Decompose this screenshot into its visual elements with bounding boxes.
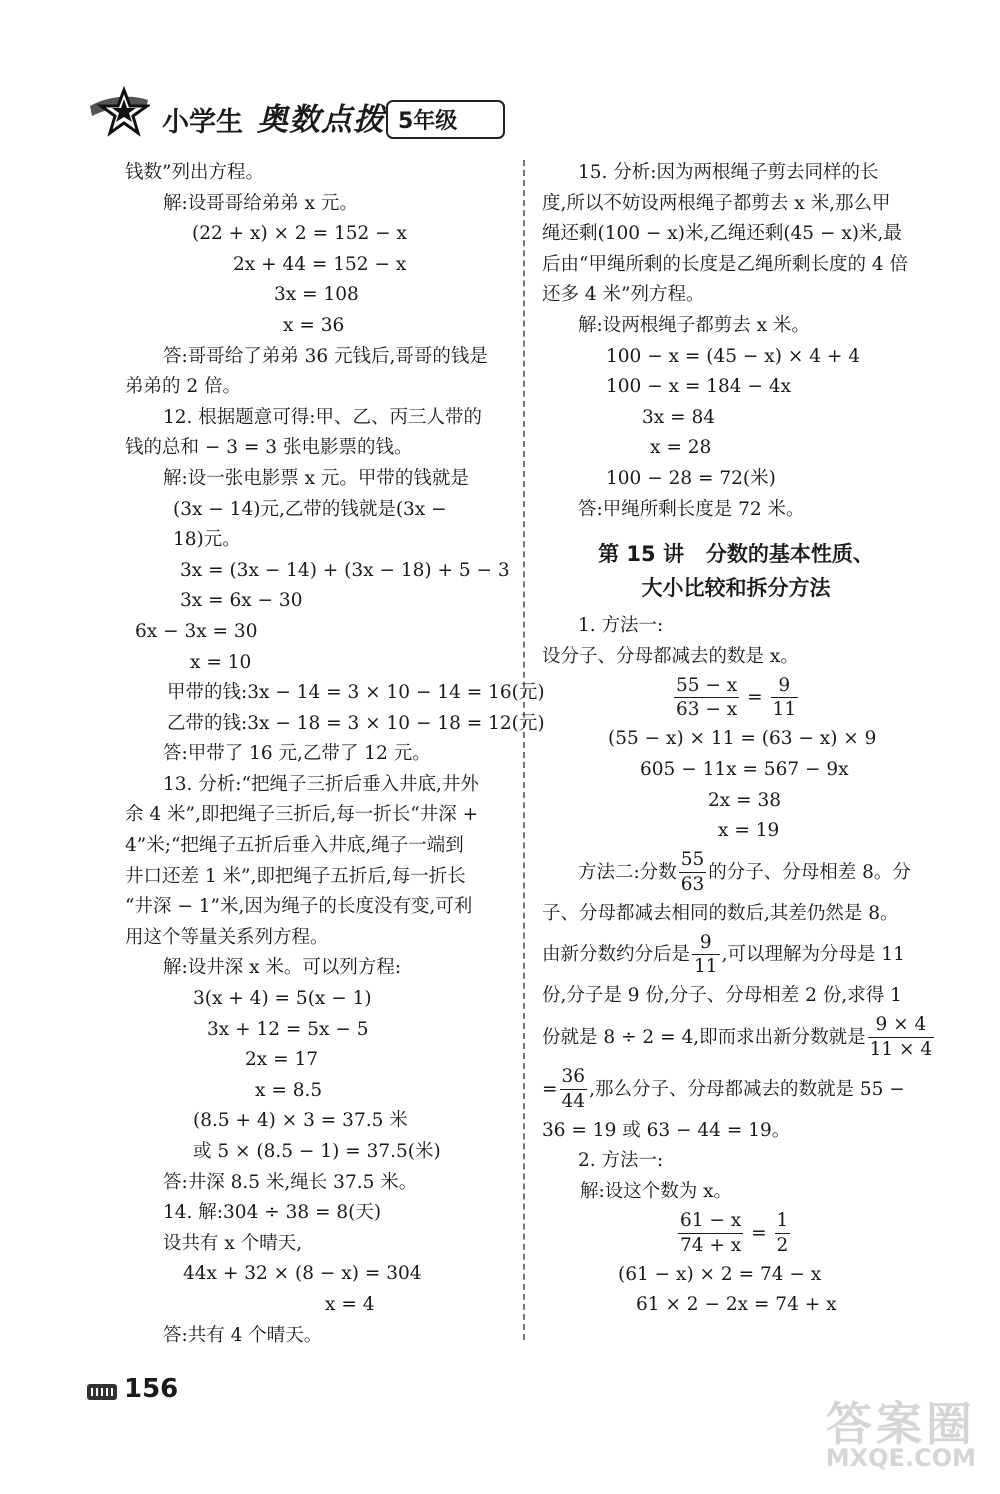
- text-line: 钱的总和 − 3 = 3 张电影票的钱。: [125, 437, 413, 459]
- text-line: 15. 分析:因为两根绳子剪去同样的长: [578, 162, 879, 183]
- fraction: $\frac{9}{11}$: [694, 931, 718, 978]
- fraction-equation: $\frac{61 - x}{74 + x}$ = $\frac{1}{2}$: [680, 1210, 789, 1256]
- equation-line: 3x = 6x − 30: [180, 590, 303, 612]
- equation-line: 100 − x = (45 − x) × 4 + 4: [606, 345, 861, 367]
- equation-line: (55 − x) × 11 = (63 − x) × 9: [608, 728, 877, 750]
- answer-line: 答:井深 8.5 米,绳长 37.5 米。: [163, 1171, 418, 1193]
- right-column: [542, 158, 933, 1321]
- text-line: 解:设两根绳子都剪去 x 米。: [578, 314, 810, 336]
- section-heading: 大小比较和拆分方法: [641, 576, 831, 601]
- fraction: $\frac{55 - x}{63 - x}$: [676, 674, 738, 721]
- star-logo-icon: [88, 86, 150, 142]
- fraction: $\frac{61 - x}{74 + x}$: [680, 1210, 742, 1256]
- equation-line: 3(x + 4) = 5(x − 1): [193, 988, 372, 1010]
- watermark: [756, 1388, 976, 1478]
- text-line: 井口还差 1 米”,即把绳子五折后,每一折长: [125, 865, 466, 887]
- book-icon: [86, 1383, 118, 1401]
- equation-line: 或 5 × (8.5 − 1) = 37.5(米): [193, 1141, 441, 1162]
- text-line: 份,分子是 9 份,分子、分母相差 2 份,求得 1: [542, 985, 902, 1007]
- equation-line: x = 4: [325, 1293, 375, 1315]
- brand-prefix: 小学生: [162, 107, 243, 138]
- text-line: 用这个等量关系列方程。: [125, 926, 329, 948]
- equation-line: x = 8.5: [255, 1079, 323, 1101]
- equation-line: 2x + 44 = 152 − x: [233, 253, 407, 275]
- text-line: 36 = 19 或 63 − 44 = 19。: [542, 1119, 791, 1141]
- section-heading: 第 15 讲 分数的基本性质、: [598, 542, 874, 567]
- equation-line: 3x = 84: [642, 406, 716, 428]
- equation-line: x = 10: [190, 651, 252, 673]
- equation-line: 3x = (3x − 14) + (3x − 18) + 5 − 3: [180, 559, 510, 581]
- equation-line: 605 − 11x = 567 − 9x: [640, 758, 849, 780]
- text-line: 12. 根据题意可得:甲、乙、丙三人带的: [163, 406, 483, 428]
- answer-line: 答:共有 4 个晴天。: [163, 1324, 323, 1346]
- text-line: (3x − 14)元,乙带的钱就是(3x −: [173, 498, 447, 520]
- book-header: [80, 80, 500, 140]
- grade-badge: 5年级: [386, 100, 505, 139]
- equation-line: x = 28: [650, 437, 712, 459]
- text-line: 余 4 米”,即把绳子三折后,每一折长“井深 +: [125, 804, 479, 826]
- text-line: 份就是 8 ÷ 2 = 4,即而求出新分数就是 $\frac{9 \times 4}{11 \times 4}$: [542, 1014, 933, 1060]
- answer-line: 答:甲绳所剩长度是 72 米。: [578, 498, 805, 520]
- answer-line: 弟弟的 2 倍。: [125, 376, 242, 398]
- text-line: 子、分母都减去相同的数后,其差仍然是 8。: [542, 902, 899, 924]
- text-line: 解:设一张电影票 x 元。甲带的钱就是: [163, 467, 469, 489]
- text-line: 钱数”列出方程。: [125, 162, 264, 183]
- text-line: 度,所以不妨设两根绳子都剪去 x 米,那么甲: [542, 192, 891, 214]
- equation-line: 61 × 2 − 2x = 74 + x: [636, 1294, 837, 1316]
- left-column: [125, 158, 545, 1351]
- text-line: 13. 分析:“把绳子三折后垂入井底,井外: [163, 773, 479, 795]
- fraction: $\frac{1}{2}$: [776, 1210, 789, 1256]
- text-line: 1. 方法一:: [578, 615, 664, 637]
- page-number: 156: [124, 1374, 179, 1404]
- fraction-equation: $\frac{55 - x}{63 - x}$ = $\frac{9}{11}$: [676, 674, 797, 721]
- text-line: “井深 − 1”米,因为绳子的长度没有变,可利: [125, 896, 473, 918]
- text-line: = $\frac{36}{44}$ ,那么分子、分母都减去的数就是 55 −: [542, 1066, 905, 1112]
- column-divider: [523, 160, 525, 1340]
- equation-line: 6x − 3x = 30: [135, 620, 258, 642]
- equation-line: 甲带的钱:3x − 14 = 3 × 10 − 14 = 16(元): [167, 682, 545, 704]
- equation-line: (22 + x) × 2 = 152 − x: [192, 223, 407, 245]
- answer-line: 答:哥哥给了弟弟 36 元钱后,哥哥的钱是: [163, 345, 488, 367]
- fraction: $\frac{9 \times 4}{11 \times 4}$: [869, 1014, 933, 1060]
- text-line: 解:设这个数为 x。: [580, 1181, 733, 1203]
- text-line: 还多 4 米”列方程。: [542, 284, 705, 306]
- text-line: 4”米;“把绳子五折后垂入井底,绳子一端到: [125, 835, 464, 857]
- text-line: 设共有 x 个晴天,: [163, 1232, 303, 1254]
- equation-line: 3x + 12 = 5x − 5: [207, 1018, 369, 1040]
- equation-line: x = 19: [718, 820, 780, 842]
- watermark-logo: 答案圈: [826, 1397, 976, 1451]
- text-line: 设分子、分母都减去的数是 x。: [542, 645, 799, 667]
- text-line: 由新分数约分后是 $\frac{9}{11}$ ,可以理解为分母是 11: [542, 931, 905, 978]
- text-line: 方法二:分数 $\frac{55}{63}$ 的分子、分母相差 8。分: [578, 849, 911, 895]
- brand-title: 奥数点拨: [257, 102, 385, 138]
- watermark-url: MXQE.COM: [825, 1444, 976, 1472]
- text-line: 绳还剩(100 − x)米,乙绳还剩(45 − x)米,最: [542, 223, 902, 245]
- equation-line: x = 36: [283, 314, 345, 336]
- text-line: 18)元。: [173, 529, 241, 551]
- equation-line: 100 − x = 184 − 4x: [606, 376, 792, 398]
- equation-line: (61 − x) × 2 = 74 − x: [618, 1263, 822, 1285]
- text-line: 解:设哥哥给弟弟 x 元。: [163, 192, 358, 214]
- text-line: 解:设井深 x 米。可以列方程:: [163, 957, 402, 979]
- text-line: 2. 方法一:: [578, 1150, 664, 1172]
- fraction: $\frac{55}{63}$: [680, 849, 705, 895]
- text-line: 14. 解:304 ÷ 38 = 8(天): [163, 1202, 382, 1224]
- equation-line: 44x + 32 × (8 − x) = 304: [183, 1263, 422, 1285]
- equation-line: 乙带的钱:3x − 18 = 3 × 10 − 18 = 12(元): [167, 712, 545, 734]
- answer-line: 答:甲带了 16 元,乙带了 12 元。: [163, 743, 431, 765]
- fraction: $\frac{36}{44}$: [561, 1066, 586, 1112]
- equation-line: 2x = 17: [245, 1049, 319, 1071]
- equation-line: 2x = 38: [708, 789, 782, 811]
- equation-line: 100 − 28 = 72(米): [606, 467, 776, 489]
- equation-line: 3x = 108: [274, 284, 359, 306]
- text-line: 后由“甲绳所剩的长度是乙绳所剩长度的 4 倍: [542, 253, 908, 275]
- equation-line: (8.5 + 4) × 3 = 37.5 米: [193, 1110, 408, 1132]
- fraction: $\frac{9}{11}$: [772, 674, 797, 721]
